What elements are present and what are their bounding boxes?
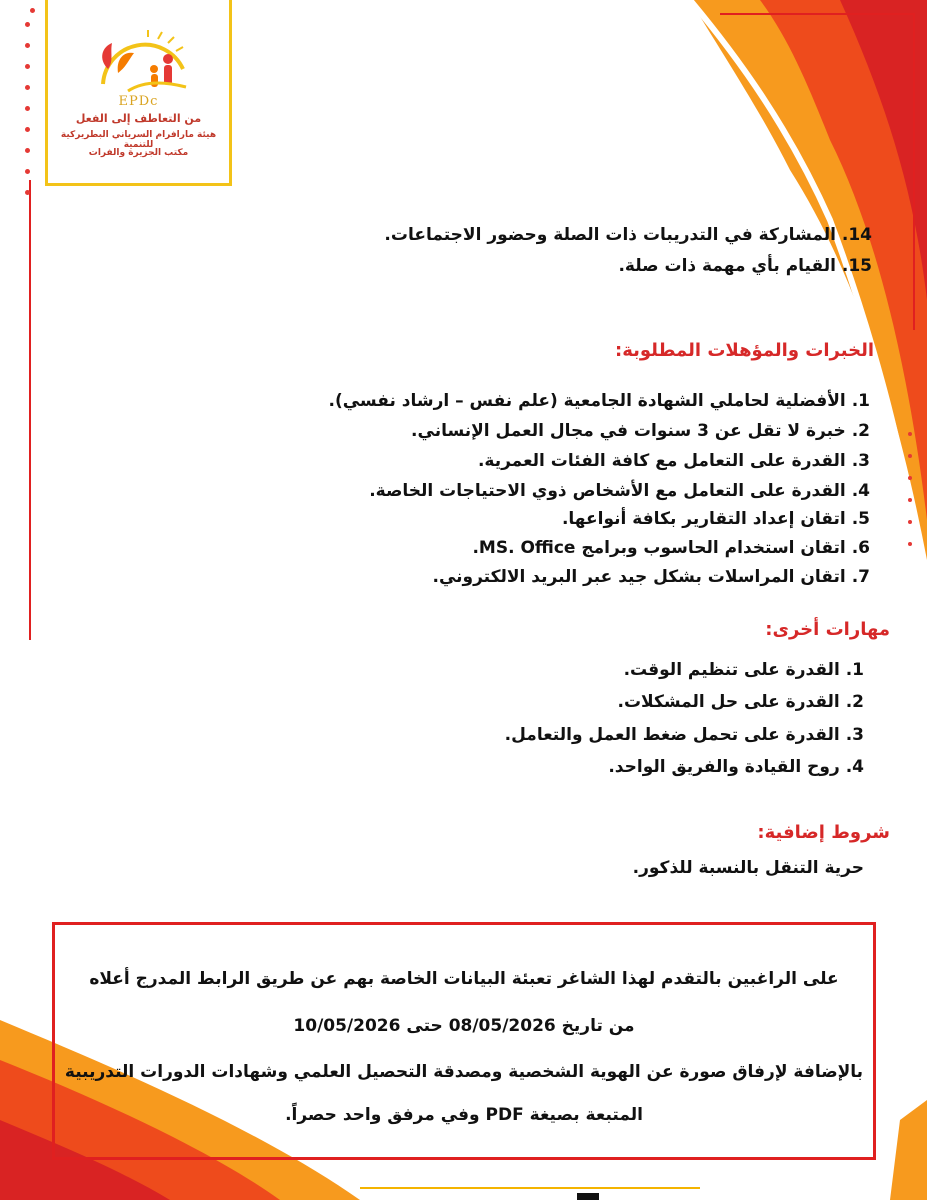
skill-item: 3. القدرة على تحمل ضغط العمل والتعامل. <box>504 725 864 745</box>
notice-line-3: بالإضافة لإرفاق صورة عن الهوية الشخصية ومصدقة التحصيل العلمي وشهادات الدورات التدريبية <box>64 1062 864 1082</box>
qualification-item: 4. القدرة على التعامل مع الأشخاص ذوي الاحتياجات الخاصة. <box>369 481 870 501</box>
qualification-item: 7. اتقان المراسلات بشكل جيد عبر البريد الالكتروني. <box>432 567 870 587</box>
application-notice-box <box>52 922 876 1160</box>
notice-line-1: على الراغبين بالتقدم لهذا الشاغر تعبئة البيانات الخاصة بهم عن طريق الرابط المدرج أعلاه <box>89 969 839 989</box>
qualification-item: 5. اتقان إعداد التقارير بكافة أنواعها. <box>561 509 870 529</box>
task-item-14: 14. المشاركة في التدريبات ذات الصلة وحضور الاجتماعات. <box>384 225 872 245</box>
qualification-item: 3. القدرة على التعامل مع كافة الفئات العمرية. <box>477 451 870 471</box>
skill-item: 4. روح القيادة والفريق الواحد. <box>608 757 864 777</box>
additional-conditions-text: حرية التنقل بالنسبة للذكور. <box>632 858 864 878</box>
qualification-item: 6. اتقان استخدام الحاسوب وبرامج MS. Office. <box>472 538 870 558</box>
logo-office-name: مكتب الجزيرة والفرات <box>88 148 189 158</box>
notice-line-4: المتبعة بصيغة PDF وفي مرفق واحد حصراً. <box>285 1105 643 1125</box>
other-skills-heading: مهارات أخرى: <box>765 619 890 640</box>
skill-item: 1. القدرة على تنظيم الوقت. <box>623 660 864 680</box>
qualification-item: 1. الأفضلية لحاملي الشهادة الجامعية (علم نفس – ارشاد نفسي). <box>328 391 870 411</box>
task-item-15: 15. القيام بأي مهمة ذات صلة. <box>618 256 872 276</box>
logo-organization-name: هيئة مارافرام السرياني البطريركية للتنمية <box>60 130 217 150</box>
logo-acronym: EPDc <box>118 94 159 109</box>
logo-slogan: من التعاطف إلى الفعل <box>75 112 202 125</box>
qualification-item: 2. خبرة لا تقل عن 3 سنوات في مجال العمل الإنساني. <box>411 421 870 441</box>
additional-conditions-heading: شروط إضافية: <box>757 822 890 843</box>
notice-date-range: من تاريخ 08/05/2026 حتى 10/05/2026 <box>293 1016 635 1036</box>
qualifications-heading: الخبرات والمؤهلات المطلوبة: <box>615 340 874 361</box>
skill-item: 2. القدرة على حل المشكلات. <box>617 692 864 712</box>
